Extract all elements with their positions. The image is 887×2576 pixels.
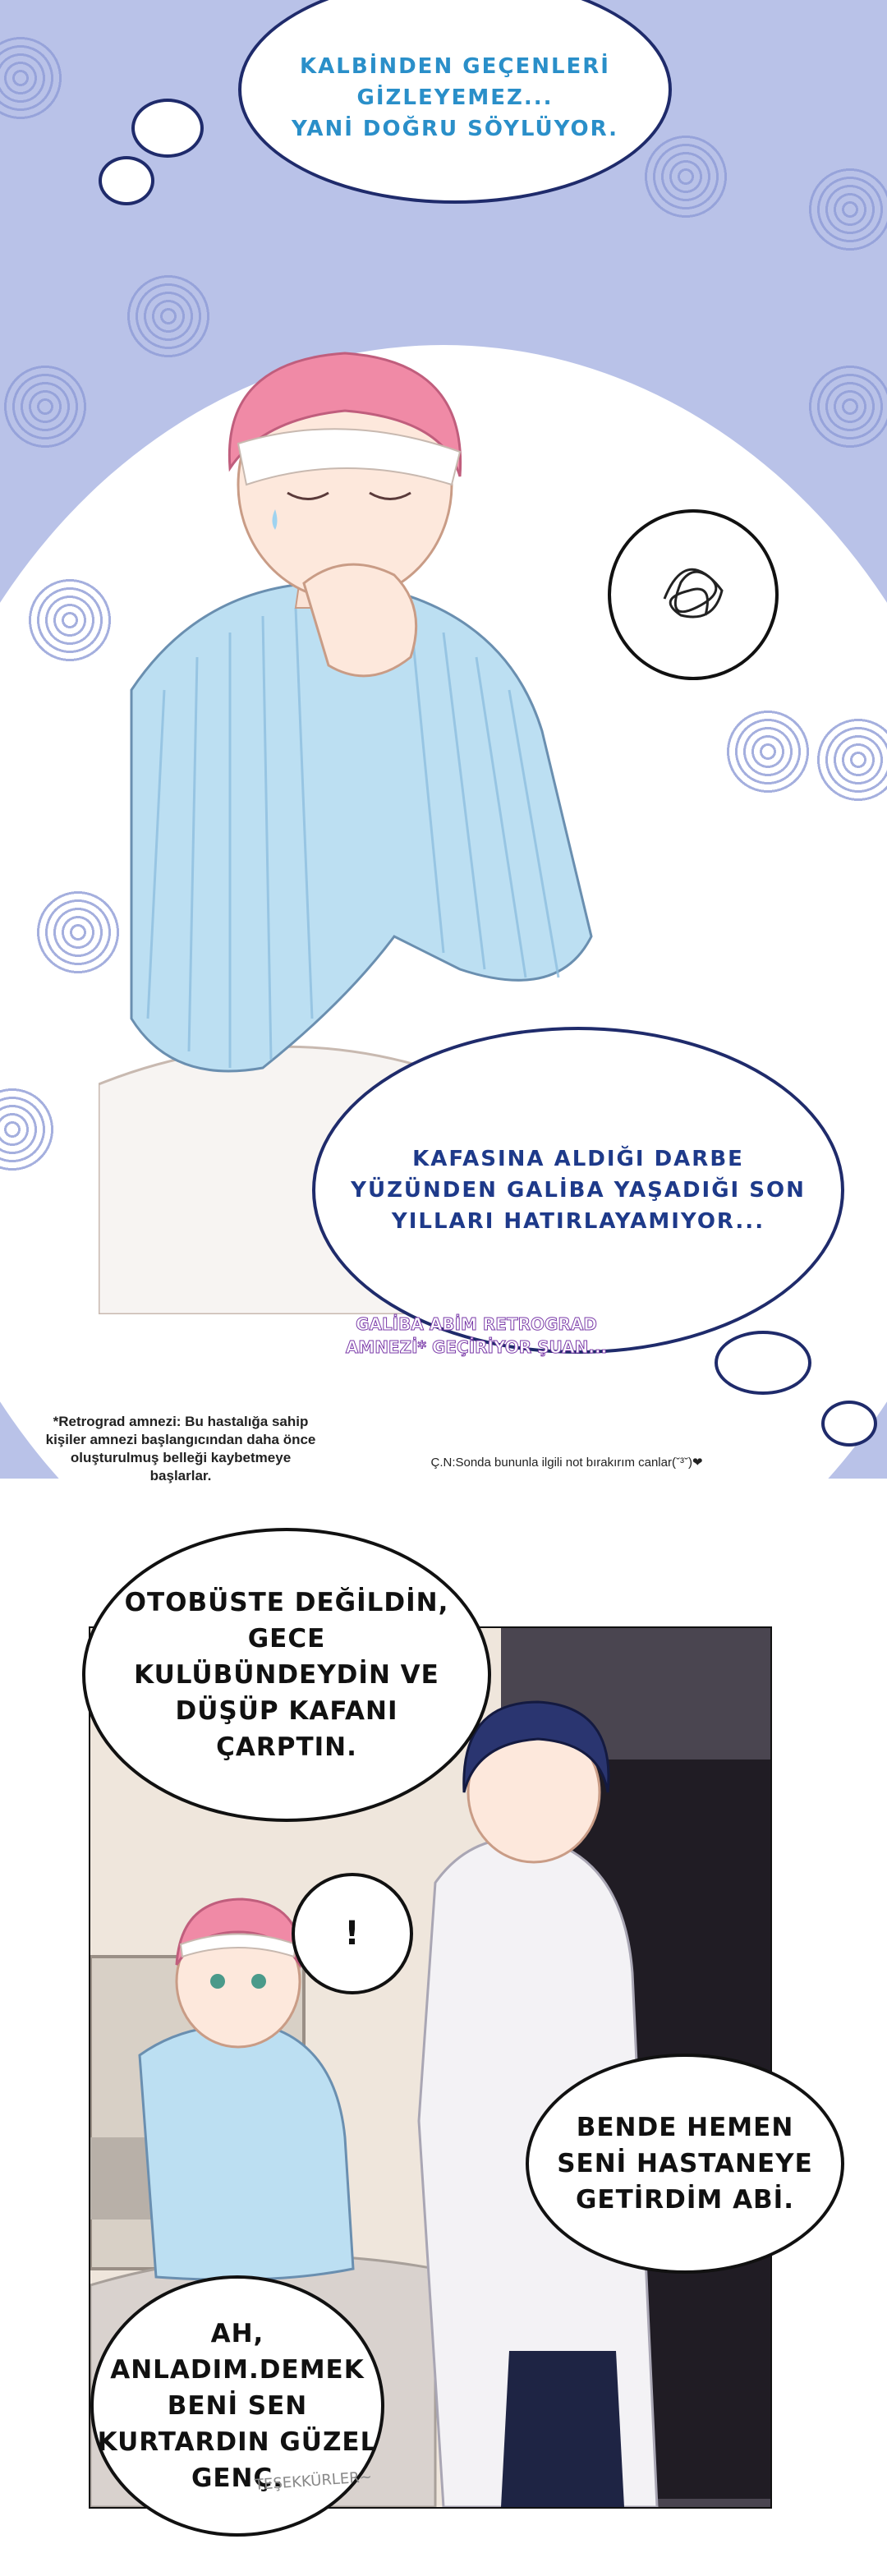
spiral-decoration [805,361,887,452]
footnote [8,1413,353,1485]
bubble-line: GECE [247,1624,326,1654]
thought-puff [131,99,204,158]
bubble-line: BENİ SEN [167,2391,308,2421]
bubble-line: ÇARPTIN. [216,1732,357,1762]
bubble-line: GETİRDİM ABİ. [575,2185,794,2215]
bubble-line: GENÇ. [191,2463,284,2493]
translator-note: Ç.N:Sonda bununla ilgili not bırakırım canlar(ˇ³ˇ)❤ [430,1456,703,1470]
footnote-line: kişiler amnezi başlangıcından daha önce [45,1432,316,1447]
thought-puff [99,156,154,205]
thought-line: KALBİNDEN GEÇENLERİ [300,54,610,79]
scribble-bubble [608,509,779,680]
thought-puff [715,1331,811,1395]
bubble-line: KULÜBÜNDEYDİN VE [134,1660,439,1690]
thought-line: YANİ DOĞRU SÖYLÜYOR. [291,117,619,141]
footnote-line: *Retrograd amnezi: Bu hastalığa sahip [53,1414,309,1429]
thought-bubble-2 [312,1027,844,1354]
footnote-line: başlarlar. [149,1468,212,1484]
speech-bubble-2 [526,2054,844,2274]
spiral-decoration [805,164,887,255]
speech-bubble-1 [82,1528,491,1822]
caption [329,1313,624,1359]
bubble-line: ANLADIM.DEMEK [110,2355,365,2385]
spiral-decoration [0,361,90,452]
scribble-icon [648,550,738,640]
thought-puff [821,1401,877,1447]
bubble-line: BENDE HEMEN [576,2113,794,2142]
exclamation-bubble [292,1873,413,1994]
exclamation-mark: ! [344,1915,361,1953]
footnote-line: oluşturulmuş belleği kaybetmeye [70,1450,292,1465]
caption-line: AMNEZİ* GEÇİRİYOR ŞUAN... [345,1337,608,1357]
bubble-line: DÜŞÜP KAFANI [175,1696,398,1726]
watermark: TEŞEKKÜRLER~ [254,2468,373,2494]
speech-bubble-3 [90,2275,384,2537]
spiral-decoration [0,33,66,123]
bubble-line: KURTARDIN GÜZEL [97,2427,378,2457]
spiral-decoration [641,131,731,222]
caption-line: GALİBA ABİM RETROGRAD [356,1314,597,1334]
bubble-line: AH, [210,2319,264,2348]
thought-bubble-1 [238,0,672,204]
thought-line: YILLARI HATIRLAYAMIYOR... [391,1209,765,1234]
thought-line: KAFASINA ALDIĞI DARBE [412,1147,744,1171]
bubble-line: SENİ HASTANEYE [557,2149,813,2178]
bubble-line: OTOBÜSTE DEĞİLDİN, [124,1588,449,1617]
spiral-decoration [723,706,813,797]
thought-line: YÜZÜNDEN GALİBA YAŞADIĞI SON [351,1178,806,1203]
thought-line: GİZLEYEMEZ... [356,85,554,110]
